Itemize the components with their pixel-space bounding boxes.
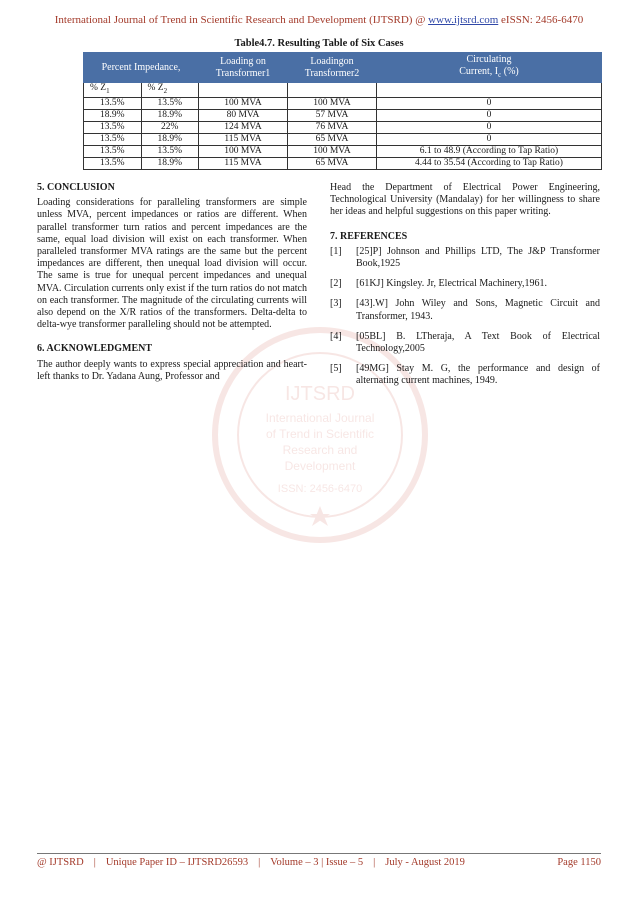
reference-number: [5] (330, 363, 342, 375)
watermark-line-1: IJTSRD (285, 383, 355, 405)
table-cell: 0 (377, 109, 602, 121)
watermark-line-6: ISSN: 2456-6470 (277, 483, 363, 495)
subheader-empty (199, 83, 288, 98)
table-cell: 13.5% (84, 133, 142, 145)
footer-divider (37, 853, 601, 854)
table-row (84, 133, 602, 145)
table-subheader-row (84, 83, 602, 98)
footer-volume: Volume – 3 | Issue – 5 (270, 857, 364, 868)
reference-item (330, 246, 600, 270)
table-cell: 100 MVA (288, 97, 377, 109)
header-circ-suffix: (%) (501, 66, 519, 77)
conclusion-body: Loading considerations for paralleling transformers are simple unless MVA, percent impedances or ratios are different. When parallel transformer turn ratios and percent impedances are the same, equal load division will exist on each transformer. When paralleled transformer MVA ratings are the same but the percent impedances are different, then unequal load division will occur. The same is true for unequal percent impedances and unequal MVA. Circulation currents only exist if the turn ratios do not match on each transformer. The magnitude of the circulating currents will also depend on the X/R ratios of the transformers. Delta-delta to delta-wye transformer paralleling should not be attempted. (37, 197, 307, 331)
table-cell: 65 MVA (288, 133, 377, 145)
header-circ-line1: Circulating (466, 54, 512, 65)
reference-number: [3] (330, 298, 342, 310)
table-caption: Table4.7. Resulting Table of Six Cases (234, 38, 404, 49)
table-cell: 65 MVA (288, 157, 377, 169)
header-loading-t2-line2: Transformer2 (304, 67, 360, 79)
conclusion-title: 5. CONCLUSION (37, 182, 115, 193)
table-cell: 13.5% (141, 97, 199, 109)
table-row (84, 157, 602, 169)
table-cell: 18.9% (84, 109, 142, 121)
header-loading-t2 (288, 53, 377, 83)
table-cell: 18.9% (141, 109, 199, 121)
watermark-line-3: of Trend in Scientific (265, 427, 375, 441)
reference-number: [1] (330, 245, 342, 257)
table-cell: 124 MVA (199, 121, 288, 133)
references-list (330, 246, 600, 388)
reference-item (330, 363, 600, 387)
subheader-empty (377, 83, 602, 98)
reference-number: [2] (330, 278, 342, 290)
footer-journal: @ IJTSRD (37, 857, 84, 868)
table-row (84, 109, 602, 121)
table-cell: 80 MVA (199, 109, 288, 121)
subheader-z1: % $Z_1$ (84, 83, 142, 98)
footer-paper-id: Unique Paper ID – IJTSRD26593 (105, 857, 249, 868)
subheader-empty (288, 83, 377, 98)
subheader-z2: % $Z_2$ (141, 83, 199, 98)
table-cell: 13.5% (84, 145, 142, 157)
footer-separator: | (93, 857, 96, 868)
table-cell: 13.5% (84, 121, 142, 133)
table-cell: 18.9% (141, 133, 199, 145)
header-circulating-current (377, 53, 602, 83)
watermark-line-4: Research and (282, 443, 358, 457)
header-loading-t1 (199, 53, 288, 83)
table-cell: 18.9% (141, 157, 199, 169)
results-table (83, 52, 602, 170)
table-cell: 0 (377, 97, 602, 109)
table-cell: 22% (141, 121, 199, 133)
table-cell: 115 MVA (199, 133, 288, 145)
left-column (37, 182, 307, 383)
reference-text: [25]P] Johnson and Phillips LTD, The J&P Transformer Book,1925 (356, 245, 600, 270)
watermark-line-5: Development (284, 459, 356, 473)
journal-header (0, 14, 638, 26)
header-circ-sub: c (498, 71, 502, 79)
header-loading-t2-line1: Loadingon (310, 55, 354, 67)
table-cell: 100 MVA (199, 97, 288, 109)
reference-item (330, 331, 600, 355)
table-cell: 13.5% (141, 145, 199, 157)
table-cell: 57 MVA (288, 109, 377, 121)
reference-item (330, 278, 600, 290)
acknowledgment-title: 6. ACKNOWLEDGMENT (37, 343, 153, 355)
header-loading-t1-line2: Transformer1 (215, 67, 271, 79)
acknowledgment-continued: Head the Department of Electrical Power Engineering, Technological University (Mandalay) for her willingness to share her ideas and helpful suggestions on this paper writing. (330, 182, 600, 218)
table-cell: 76 MVA (288, 121, 377, 133)
header-prefix: International Journal of Trend in Scientific Research and Development (IJTSRD) @ (54, 14, 429, 26)
watermark-line-2: International Journal (265, 411, 375, 425)
table-cell: 13.5% (84, 157, 142, 169)
table-cell: 0 (377, 121, 602, 133)
footer-separator: | (258, 857, 261, 868)
table-row (84, 97, 602, 109)
header-percent-impedance: Percent Impedance, (84, 53, 199, 83)
reference-text: [49MG] Stay M. G, the performance and design of alternating current machines, 1949. (356, 363, 600, 387)
reference-text: [43].W] John Wiley and Sons, Magnetic Circuit and Transformer, 1943. (356, 298, 600, 322)
table-row (84, 145, 602, 157)
table-cell: 100 MVA (199, 145, 288, 157)
table-cell: 115 MVA (199, 157, 288, 169)
table-cell: 13.5% (84, 97, 142, 109)
acknowledgment-body: The author deeply wants to express special appreciation and heart-left thanks to Dr. Yadana Aung, Professor and (37, 358, 307, 382)
reference-number: [4] (330, 330, 342, 342)
table-row (84, 121, 602, 133)
reference-text: [05BL] B. LTheraja, A Text Book of Electrical Technology,2005 (356, 330, 600, 355)
footer-separator: | (373, 857, 376, 868)
table-cell: 6.1 to 48.9 (According to Tap Ratio) (377, 145, 602, 157)
table-cell: 4.44 to 35.54 (According to Tap Ratio) (377, 157, 602, 169)
table-cell: 100 MVA (288, 145, 377, 157)
header-loading-t1-line1: Loading on (220, 55, 266, 67)
references-title: 7. REFERENCES (330, 230, 408, 242)
page-footer (37, 857, 601, 868)
footer-page-number: Page 1150 (557, 857, 601, 868)
table-cell: 0 (377, 133, 602, 145)
footer-date: July - August 2019 (385, 857, 465, 868)
reference-item (330, 298, 600, 322)
header-suffix: eISSN: 2456-6470 (498, 14, 584, 26)
journal-website-link[interactable]: www.ijtsrd.com (428, 14, 499, 26)
reference-text: [61KJ] Kingsley. Jr, Electrical Machinery,1961. (356, 278, 548, 290)
header-circ-line2: Current, I (459, 66, 499, 77)
right-column (330, 182, 600, 396)
